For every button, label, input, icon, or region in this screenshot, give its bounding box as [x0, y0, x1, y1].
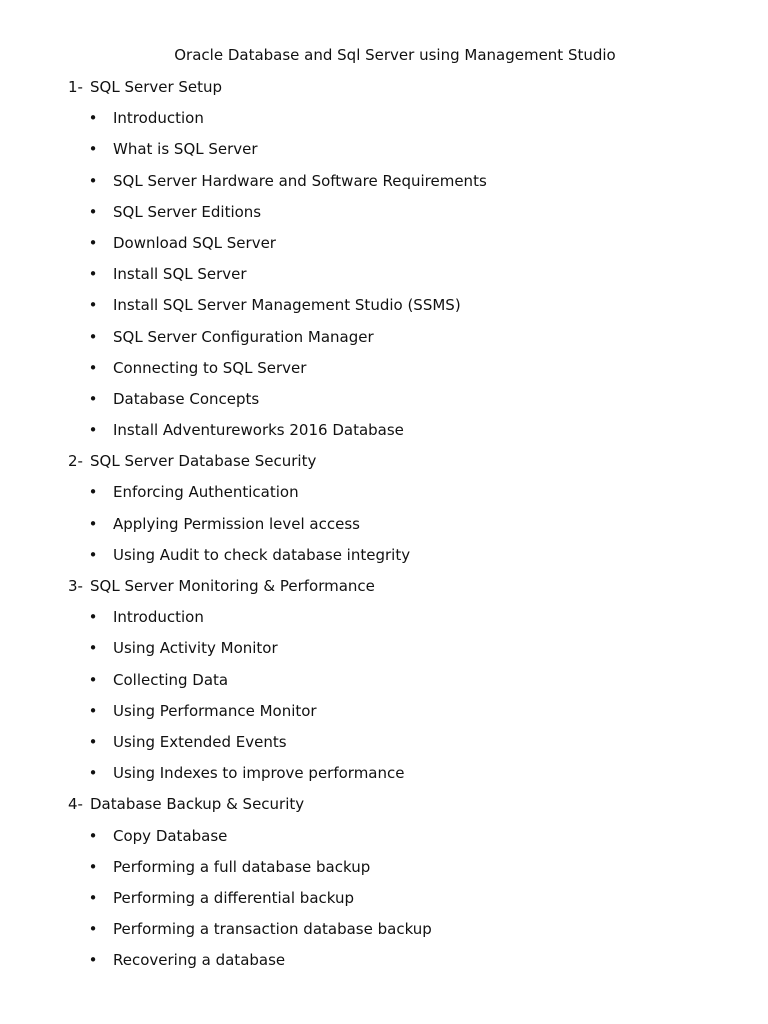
list-item — [0, 638, 768, 669]
list-item-text: Introduction — [113, 608, 204, 627]
list-item-text: Install SQL Server Management Studio (SSMS) — [113, 296, 461, 315]
list-item-text: Download SQL Server — [113, 233, 276, 252]
bullet-icon: • — [88, 764, 98, 783]
bullet-icon: • — [88, 670, 98, 689]
list-item — [0, 233, 768, 264]
list-item-text: Using Indexes to improve performance — [113, 764, 405, 783]
bullet-icon: • — [88, 888, 98, 907]
list-item-text: Using Performance Monitor — [113, 701, 317, 720]
list-item-text: Collecting Data — [113, 670, 229, 689]
bullet-icon: • — [88, 514, 98, 533]
list-item-text: Enforcing Authentication — [113, 483, 299, 502]
bullet-icon: • — [88, 358, 98, 377]
section-heading — [0, 794, 768, 825]
list-item — [0, 139, 768, 170]
list-item-text: What is SQL Server — [113, 140, 258, 159]
list-item — [0, 514, 768, 545]
bullet-icon: • — [88, 545, 98, 564]
list-item-text: Recovering a database — [113, 951, 286, 970]
list-item-text: SQL Server Configuration Manager — [113, 327, 374, 346]
document-title: Oracle Database and Sql Server using Management Studio — [174, 46, 616, 64]
section-number: 3- — [68, 577, 83, 595]
list-item-text: Applying Permission level access — [113, 514, 360, 533]
list-item-text: Using Extended Events — [113, 732, 287, 751]
bullet-icon: • — [88, 857, 98, 876]
list-item-text: SQL Server Editions — [113, 202, 262, 221]
bullet-icon: • — [88, 701, 98, 720]
list-item-text: SQL Server Hardware and Software Requirements — [113, 171, 487, 190]
list-item — [0, 389, 768, 420]
bullet-icon: • — [88, 826, 98, 845]
list-item-text: Introduction — [113, 109, 204, 128]
list-item — [0, 950, 768, 981]
bullet-icon: • — [88, 951, 98, 970]
list-item — [0, 108, 768, 139]
list-item-text: Database Concepts — [113, 389, 260, 408]
list-item — [0, 171, 768, 202]
section-number: 4- — [68, 795, 83, 814]
bullet-icon: • — [88, 327, 98, 346]
list-item — [0, 826, 768, 857]
list-item — [0, 732, 768, 763]
section-title: SQL Server Setup — [90, 78, 223, 96]
list-item — [0, 327, 768, 358]
list-item-text: Performing a transaction database backup — [113, 920, 432, 939]
bullet-icon: • — [88, 920, 98, 939]
list-item — [0, 202, 768, 233]
list-item — [0, 919, 768, 950]
bullet-icon: • — [88, 171, 98, 190]
list-item — [0, 607, 768, 638]
bullet-icon: • — [88, 732, 98, 751]
section-heading — [0, 451, 768, 482]
list-item-text: Using Audit to check database integrity — [113, 545, 411, 564]
section-title: SQL Server Monitoring & Performance — [90, 577, 375, 595]
list-item — [0, 701, 768, 732]
bullet-icon: • — [88, 639, 98, 658]
list-item — [0, 857, 768, 888]
list-item — [0, 264, 768, 295]
list-item — [0, 358, 768, 389]
list-item — [0, 763, 768, 794]
bullet-icon: • — [88, 296, 98, 315]
course-outline — [0, 77, 768, 981]
list-item-text: Copy Database — [113, 826, 228, 845]
list-item — [0, 420, 768, 451]
bullet-icon: • — [88, 202, 98, 221]
bullet-icon: • — [88, 389, 98, 408]
section-number: 2- — [68, 452, 83, 471]
bullet-icon: • — [88, 483, 98, 502]
list-item — [0, 295, 768, 326]
list-item — [0, 482, 768, 513]
bullet-icon: • — [88, 140, 98, 159]
section-title: SQL Server Database Security — [90, 452, 317, 471]
list-item-text: Install SQL Server — [113, 265, 247, 284]
list-item-text: Connecting to SQL Server — [113, 358, 307, 377]
list-item — [0, 888, 768, 919]
bullet-icon: • — [88, 233, 98, 252]
section-number: 1- — [68, 78, 83, 96]
list-item-text: Performing a full database backup — [113, 857, 371, 876]
list-item — [0, 670, 768, 701]
list-item-text: Performing a differential backup — [113, 888, 355, 907]
bullet-icon: • — [88, 265, 98, 284]
bullet-icon: • — [88, 109, 98, 128]
bullet-icon: • — [88, 421, 98, 440]
list-item-text: Using Activity Monitor — [113, 639, 278, 658]
section-heading — [0, 77, 768, 108]
section-title: Database Backup & Security — [90, 795, 305, 814]
list-item-text: Install Adventureworks 2016 Database — [113, 421, 404, 440]
list-item — [0, 545, 768, 576]
section-heading — [0, 576, 768, 607]
bullet-icon: • — [88, 608, 98, 627]
